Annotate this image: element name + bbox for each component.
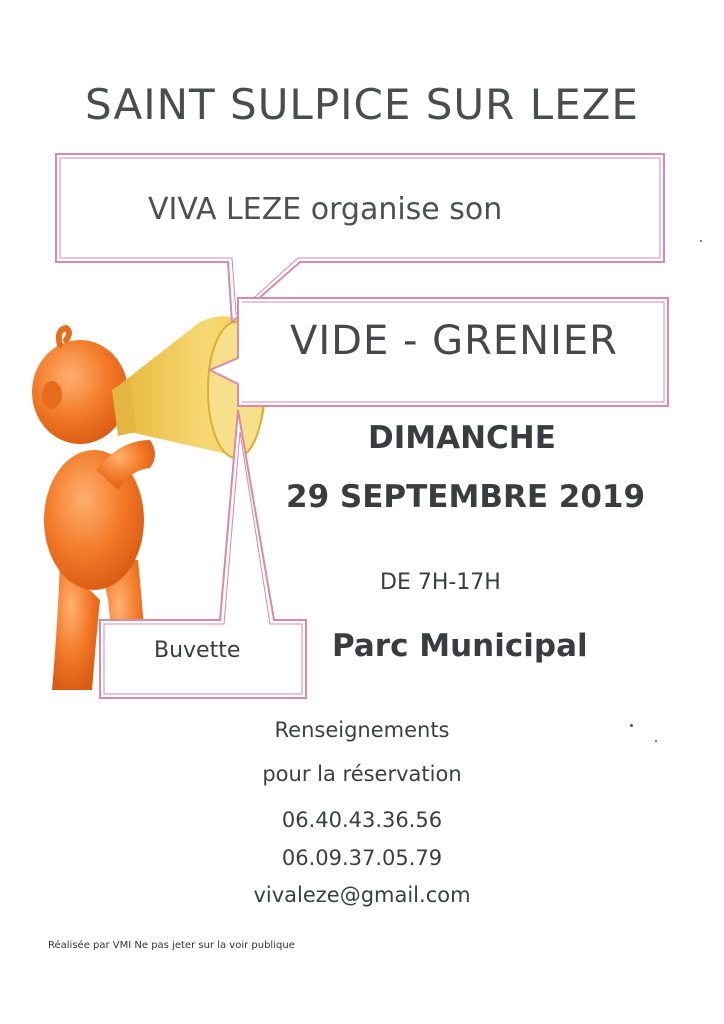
contact-phone-2: 06.09.37.05.79 [281,846,443,870]
buvette-label: Buvette [154,638,241,663]
scan-speck [700,240,702,242]
event-name: VIDE - GRENIER [290,318,618,364]
scan-speck [655,740,657,742]
town-title: SAINT SULPICE SUR LEZE [85,80,639,129]
organizer-line: VIVA LEZE organise son [148,192,503,227]
contact-line-2: pour la réservation [262,762,462,786]
event-hours: DE 7H-17H [380,570,501,595]
scan-speck [630,724,633,727]
event-day: DIMANCHE [368,420,556,456]
contact-phone-1: 06.40.43.36.56 [281,808,443,832]
event-date: 29 SEPTEMBRE 2019 [286,479,646,515]
event-location: Parc Municipal [332,628,588,664]
contact-line-1: Renseignements [274,718,450,742]
footer-note: Réalisée par VMI Ne pas jeter sur la voir publique [48,940,295,951]
contact-email: vivaleze@gmail.com [253,883,471,907]
